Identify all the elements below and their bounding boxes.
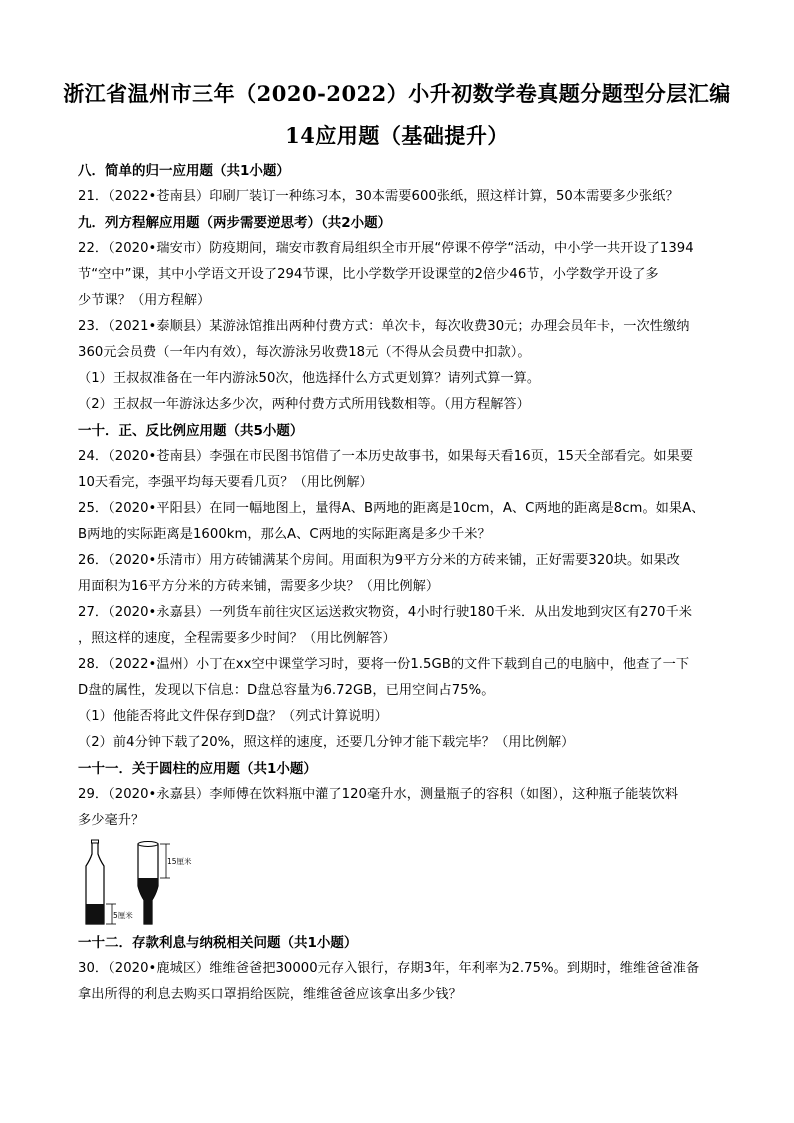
question-29-line1: 29．（2020•永嘉县）李师傅在饮料瓶中灌了120毫升水，测量瓶子的容积（如图），这种瓶子能装饮料 xyxy=(78,787,679,802)
bottle-diagram xyxy=(78,838,192,930)
upright-bottle xyxy=(86,840,104,924)
inverted-bottle xyxy=(138,842,158,925)
question-27-line1: 27．（2020•永嘉县）一列货车前往灾区运送救灾物资，4小时行驶180千米．从出发地到灾区有270千米 xyxy=(78,605,692,620)
label-15cm: 15厘米 xyxy=(167,857,192,866)
bottle-figure xyxy=(78,834,728,930)
question-25-line1: 25．（2020•平阳县）在同一幅地图上，量得A、B两地的距离是10cm，A、C两地的距离是8cm。如果A、 xyxy=(78,501,705,516)
question-22-line2: 节“空中”课，其中小学语文开设了294节课，比小学数学开设课堂的2倍少46节，小学数学开设了多 xyxy=(78,267,659,282)
section-heading-11: 一十一．关于圆柱的应用题（共1小题） xyxy=(78,761,317,777)
question-27-line2: ，照这样的速度，全程需要多少时间？（用比例解答） xyxy=(78,631,396,646)
label-5cm: 5厘米 xyxy=(113,911,133,920)
question-23-line1: 23．（2021•泰顺县）某游泳馆推出两种付费方式：单次卡，每次收费30元；办理会员年卡，一次性缴纳 xyxy=(78,319,690,334)
question-28-part1: （1）他能否将此文件保存到D盘？（列式计算说明） xyxy=(78,709,388,724)
question-24-line1: 24．（2020•苍南县）李强在市民图书馆借了一本历史故事书，如果每天看16页，15天全部看完。如果要 xyxy=(78,449,694,464)
question-30-line2: 拿出所得的利息去购买口罩捐给医院，维维爸爸应该拿出多少钱？ xyxy=(78,987,462,1002)
question-28-line1: 28．（2022•温州）小丁在xx空中课堂学习时，要将一份1.5GB的文件下载到自己的电脑中，他查了一下 xyxy=(78,657,690,672)
question-list xyxy=(78,158,728,1008)
section-heading-9: 九．列方程解应用题（两步需要逆思考）（共2小题） xyxy=(78,215,392,231)
section-heading-12: 一十二．存款利息与纳税相关问题（共1小题） xyxy=(78,935,358,951)
page-title: 浙江省温州市三年（2020-2022）小升初数学卷真题分题型分层汇编 xyxy=(63,81,731,106)
page-subtitle: 14应用题（基础提升） xyxy=(285,123,509,148)
question-22-line1: 22．（2020•瑞安市）防疫期间，瑞安市教育局组织全市开展“停课不停学“活动，中小学一共开设了1394 xyxy=(78,241,694,256)
question-29-line2: 多少毫升？ xyxy=(78,813,145,828)
question-25-line2: B两地的实际距离是1600km，那么A、C两地的实际距离是多少千米？ xyxy=(78,527,491,542)
question-21: 21．（2022•苍南县）印刷厂装订一种练习本，30本需要600张纸，照这样计算，50本需要多少张纸？ xyxy=(78,189,679,204)
question-22-line3: 少节课？（用方程解） xyxy=(78,293,211,308)
question-23-part2: （2）王叔叔一年游泳达多少次，两种付费方式所用钱数相等。（用方程解答） xyxy=(78,397,530,412)
question-30-line1: 30．（2020•鹿城区）维维爸爸把30000元存入银行，存期3年，年利率为2.75%。到期时，维维爸爸准备 xyxy=(78,961,700,976)
question-23-part1: （1）王叔叔准备在一年内游泳50次，他选择什么方式更划算？请列式算一算。 xyxy=(78,371,541,386)
question-24-line2: 10天看完，李强平均每天要看几页？（用比例解） xyxy=(78,475,373,490)
question-26-line1: 26．（2020•乐清市）用方砖铺满某个房间。用面积为9平方分米的方砖来铺，正好需要320块。如果改 xyxy=(78,553,680,568)
section-heading-8: 八．简单的归一应用题（共1小题） xyxy=(78,163,290,179)
question-28-line2: D盘的属性，发现以下信息：D盘总容量为6.72GB，已用空间占75%。 xyxy=(78,683,495,698)
section-heading-10: 一十．正、反比例应用题（共5小题） xyxy=(78,423,304,439)
question-28-part2: （2）前4分钟下载了20%，照这样的速度，还要几分钟才能下载完毕？（用比例解） xyxy=(78,735,575,750)
question-26-line2: 用面积为16平方分米的方砖来铺，需要多少块？（用比例解） xyxy=(78,579,440,594)
question-23-line2: 360元会员费（一年内有效），每次游泳另收费18元（不得从会员费中扣款）。 xyxy=(78,345,531,360)
